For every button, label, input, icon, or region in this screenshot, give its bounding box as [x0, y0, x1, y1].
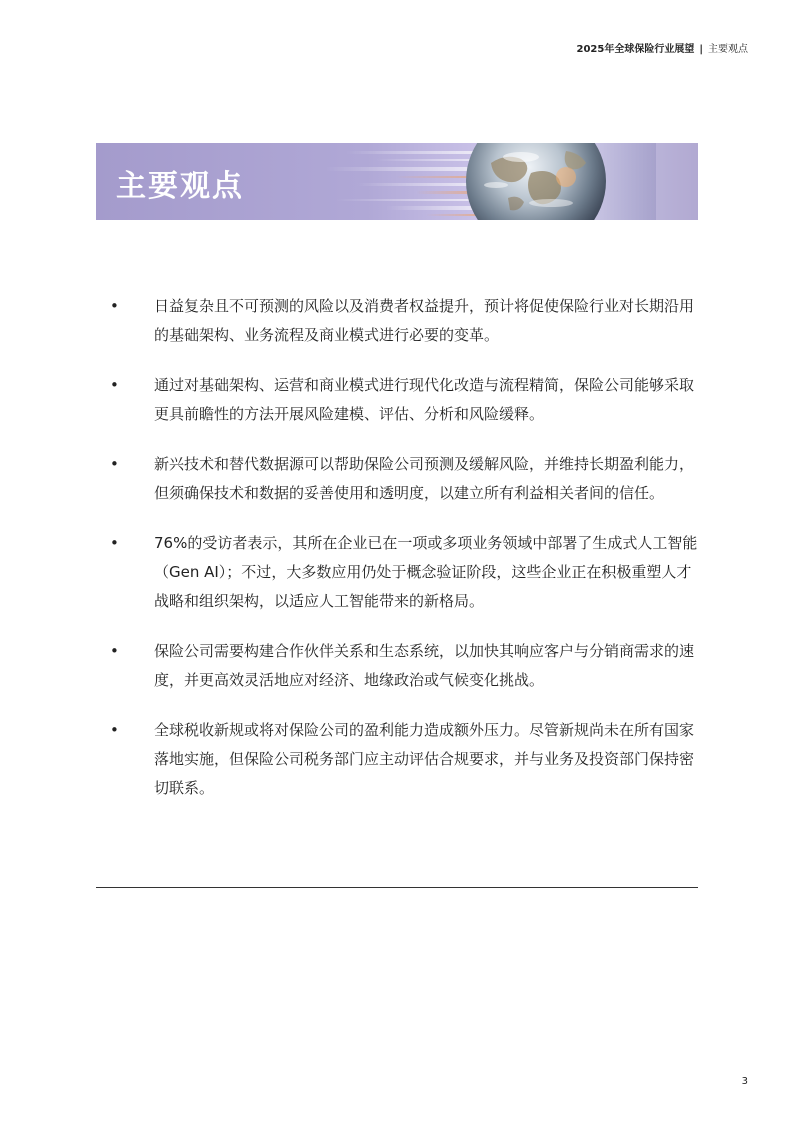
key-point-text: 全球税收新规或将对保险公司的盈利能力造成额外压力。尽管新规尚未在所有国家落地实施，但保险公司税务部门应主动评估合规要求，并与业务及投资部门保持密切联系。: [154, 721, 695, 797]
bullet-icon: •: [110, 376, 119, 394]
key-point-text: 保险公司需要构建合作伙伴关系和生态系统，以加快其响应客户与分销商需求的速度，并更高效灵活地应对经济、地缘政治或气候变化挑战。: [154, 642, 695, 689]
list-item: [110, 637, 700, 695]
key-points-list: [110, 292, 700, 824]
bullet-icon: •: [110, 721, 119, 739]
key-point-text: 76%的受访者表示，其所在企业已在一项或多项业务领域中部署了生成式人工智能（Gen AI）；不过，大多数应用仍处于概念验证阶段，这些企业正在积极重塑人才战略和组织架构，以适应人工智能带来的新格局。: [154, 534, 698, 610]
key-point-text: 通过对基础架构、运营和商业模式进行现代化改造与流程精简，保险公司能够采取更具前瞻性的方法开展风险建模、评估、分析和风险缓释。: [154, 376, 695, 423]
section-divider: [96, 887, 698, 888]
bullet-icon: •: [110, 534, 119, 552]
header-section: 主要观点: [708, 44, 748, 55]
report-title: 2025年全球保险行业展望: [576, 44, 695, 55]
page-number: 3: [741, 1076, 748, 1087]
banner-title: 主要观点: [116, 169, 244, 204]
header-separator: |: [699, 44, 703, 55]
section-banner: [96, 143, 698, 220]
list-item: [110, 450, 700, 508]
running-header: [577, 40, 749, 55]
key-point-text: 日益复杂且不可预测的风险以及消费者权益提升，预计将促使保险行业对长期沿用的基础架构、业务流程及商业模式进行必要的变革。: [154, 297, 695, 344]
list-item: [110, 716, 700, 803]
bullet-icon: •: [110, 642, 119, 660]
list-item: [110, 371, 700, 429]
bullet-icon: •: [110, 455, 119, 473]
key-point-text: 新兴技术和替代数据源可以帮助保险公司预测及缓解风险，并维持长期盈利能力，但须确保技术和数据的妥善使用和透明度，以建立所有利益相关者间的信任。: [154, 455, 695, 502]
globe-icon: [466, 143, 606, 220]
list-item: [110, 292, 700, 350]
bullet-icon: •: [110, 297, 119, 315]
list-item: [110, 529, 700, 616]
